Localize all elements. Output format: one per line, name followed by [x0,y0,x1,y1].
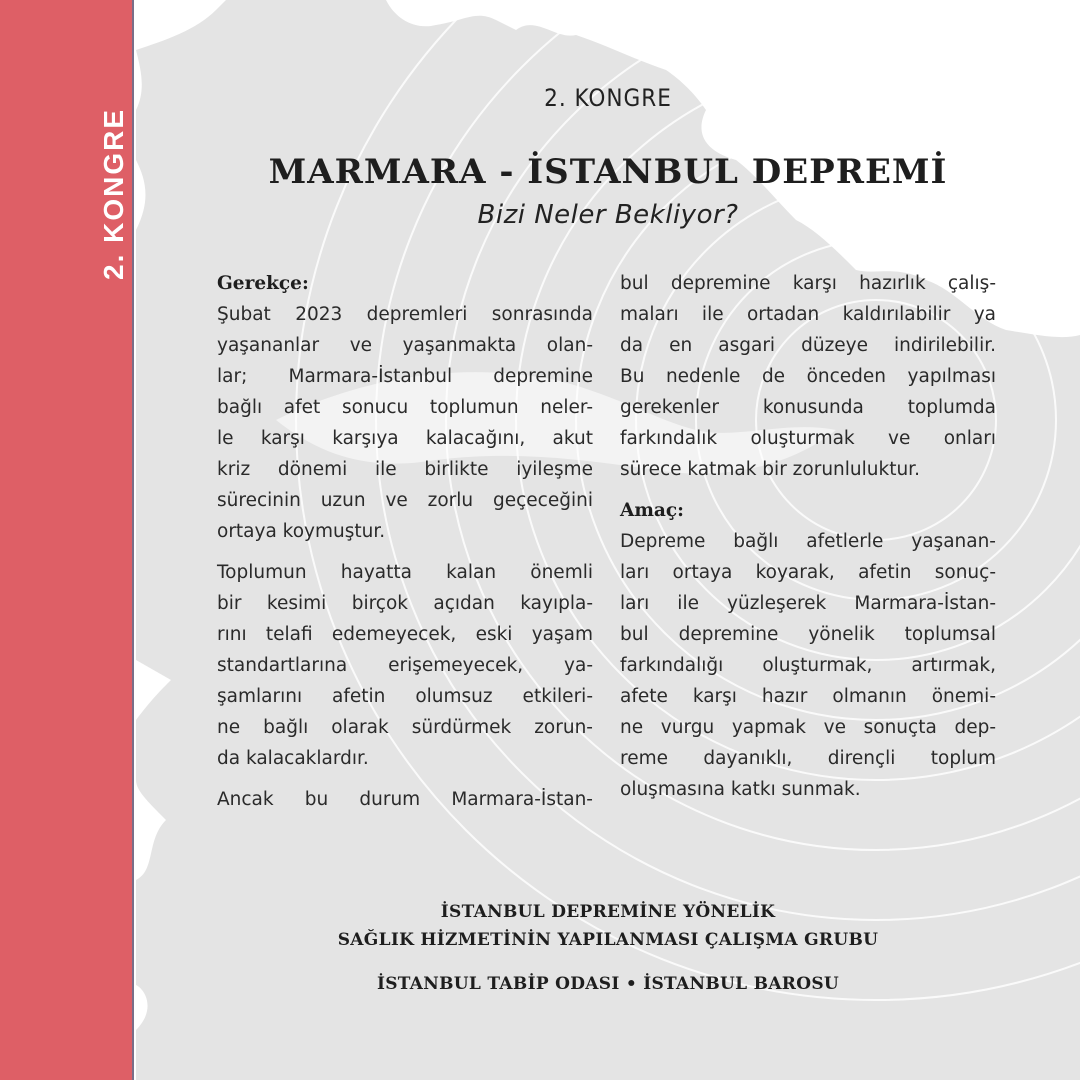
sidebar-label: 2. KONGRE [98,107,129,280]
text-line: Ancak bu durum Marmara-İstan- [217,789,593,810]
text-line: da en asgari düzeye indirilebilir. [620,335,996,356]
text-line: gerekenler konusunda toplumda [620,397,996,418]
text-line: Toplumun hayatta kalan önemli [217,562,593,583]
text-line: afete karşı hazır olmanın önemi- [620,686,996,707]
text-line: ları ile yüzleşerek Marmara-İstan- [620,593,996,614]
text-line: farkındalık oluşturmak ve onları [620,428,996,449]
text-line: yaşananlar ve yaşanmakta olan- [217,335,593,356]
text-line: ortaya koymuştur. [217,521,386,542]
gerekce-paragraph-3 [217,784,593,815]
text-line: rını telafi edemeyecek, eski yaşam [217,624,593,645]
text-line: bul depremine yönelik toplumsal [620,624,996,645]
gerekce-paragraph-1 [217,299,593,547]
text-line: oluşmasına katkı sunmak. [620,779,861,800]
right-column [620,268,996,805]
text-line: maları ile ortadan kaldırılabilir ya [620,304,996,325]
text-line: sürecinin uzun ve zorlu geçeceğini [217,490,593,511]
text-line: lar; Marmara-İstanbul depremine [217,366,593,387]
text-line: şamlarını afetin olumsuz etkileri- [217,686,593,707]
text-line: Bu nedenle de önceden yapılması [620,366,996,387]
amac-paragraph [620,526,996,805]
left-column [217,268,593,815]
text-line: le karşı karşıya kalacağını, akut [217,428,593,449]
text-line: sürece katmak bir zorunluluktur. [620,459,920,480]
text-line: kriz dönemi ile birlikte iyileşme [217,459,593,480]
text-line: ne vurgu yapmak ve sonuçta dep- [620,717,996,738]
text-line: bul depremine karşı hazırlık çalış- [620,273,996,294]
working-group-line-1: İSTANBUL DEPREMİNE YÖNELİK [440,902,776,922]
organizers-credit: İSTANBUL TABİP ODASI • İSTANBUL BAROSU [376,974,840,994]
text-line: da kalacaklardır. [217,748,369,769]
text-line: bağlı afet sonucu toplumun neler- [217,397,593,418]
sidebar-band [0,0,134,1080]
page-title: MARMARA - İSTANBUL DEPREMİ [268,152,948,192]
text-line: farkındalığı oluşturmak, artırmak, [620,655,996,676]
gerekce-paragraph-2 [217,557,593,774]
document-content [136,0,1080,1080]
text-line: ları ortaya koyarak, afetin sonuç- [620,562,996,583]
page-subtitle: Bizi Neler Bekliyor? [477,200,739,230]
text-line: standartlarına erişemeyecek, ya- [217,655,593,676]
congress-number: 2. KONGRE [544,84,672,112]
gerekce-paragraph-3-continued [620,268,996,485]
working-group-line-2: SAĞLIK HİZMETİNİN YAPILANMASI ÇALIŞMA GRUBU [337,930,879,950]
working-group-credit [136,898,1080,954]
text-line: ne bağlı olarak sürdürmek zorun- [217,717,593,738]
text-line: Şubat 2023 depremleri sonrasında [217,304,593,325]
gerekce-heading: Gerekçe: [217,273,309,294]
text-line: reme dayanıklı, dirençli toplum [620,748,996,769]
text-line: bir kesimi birçok açıdan kayıpla- [217,593,593,614]
amac-heading: Amaç: [620,500,685,521]
text-line: Depreme bağlı afetlerle yaşanan- [620,531,996,552]
